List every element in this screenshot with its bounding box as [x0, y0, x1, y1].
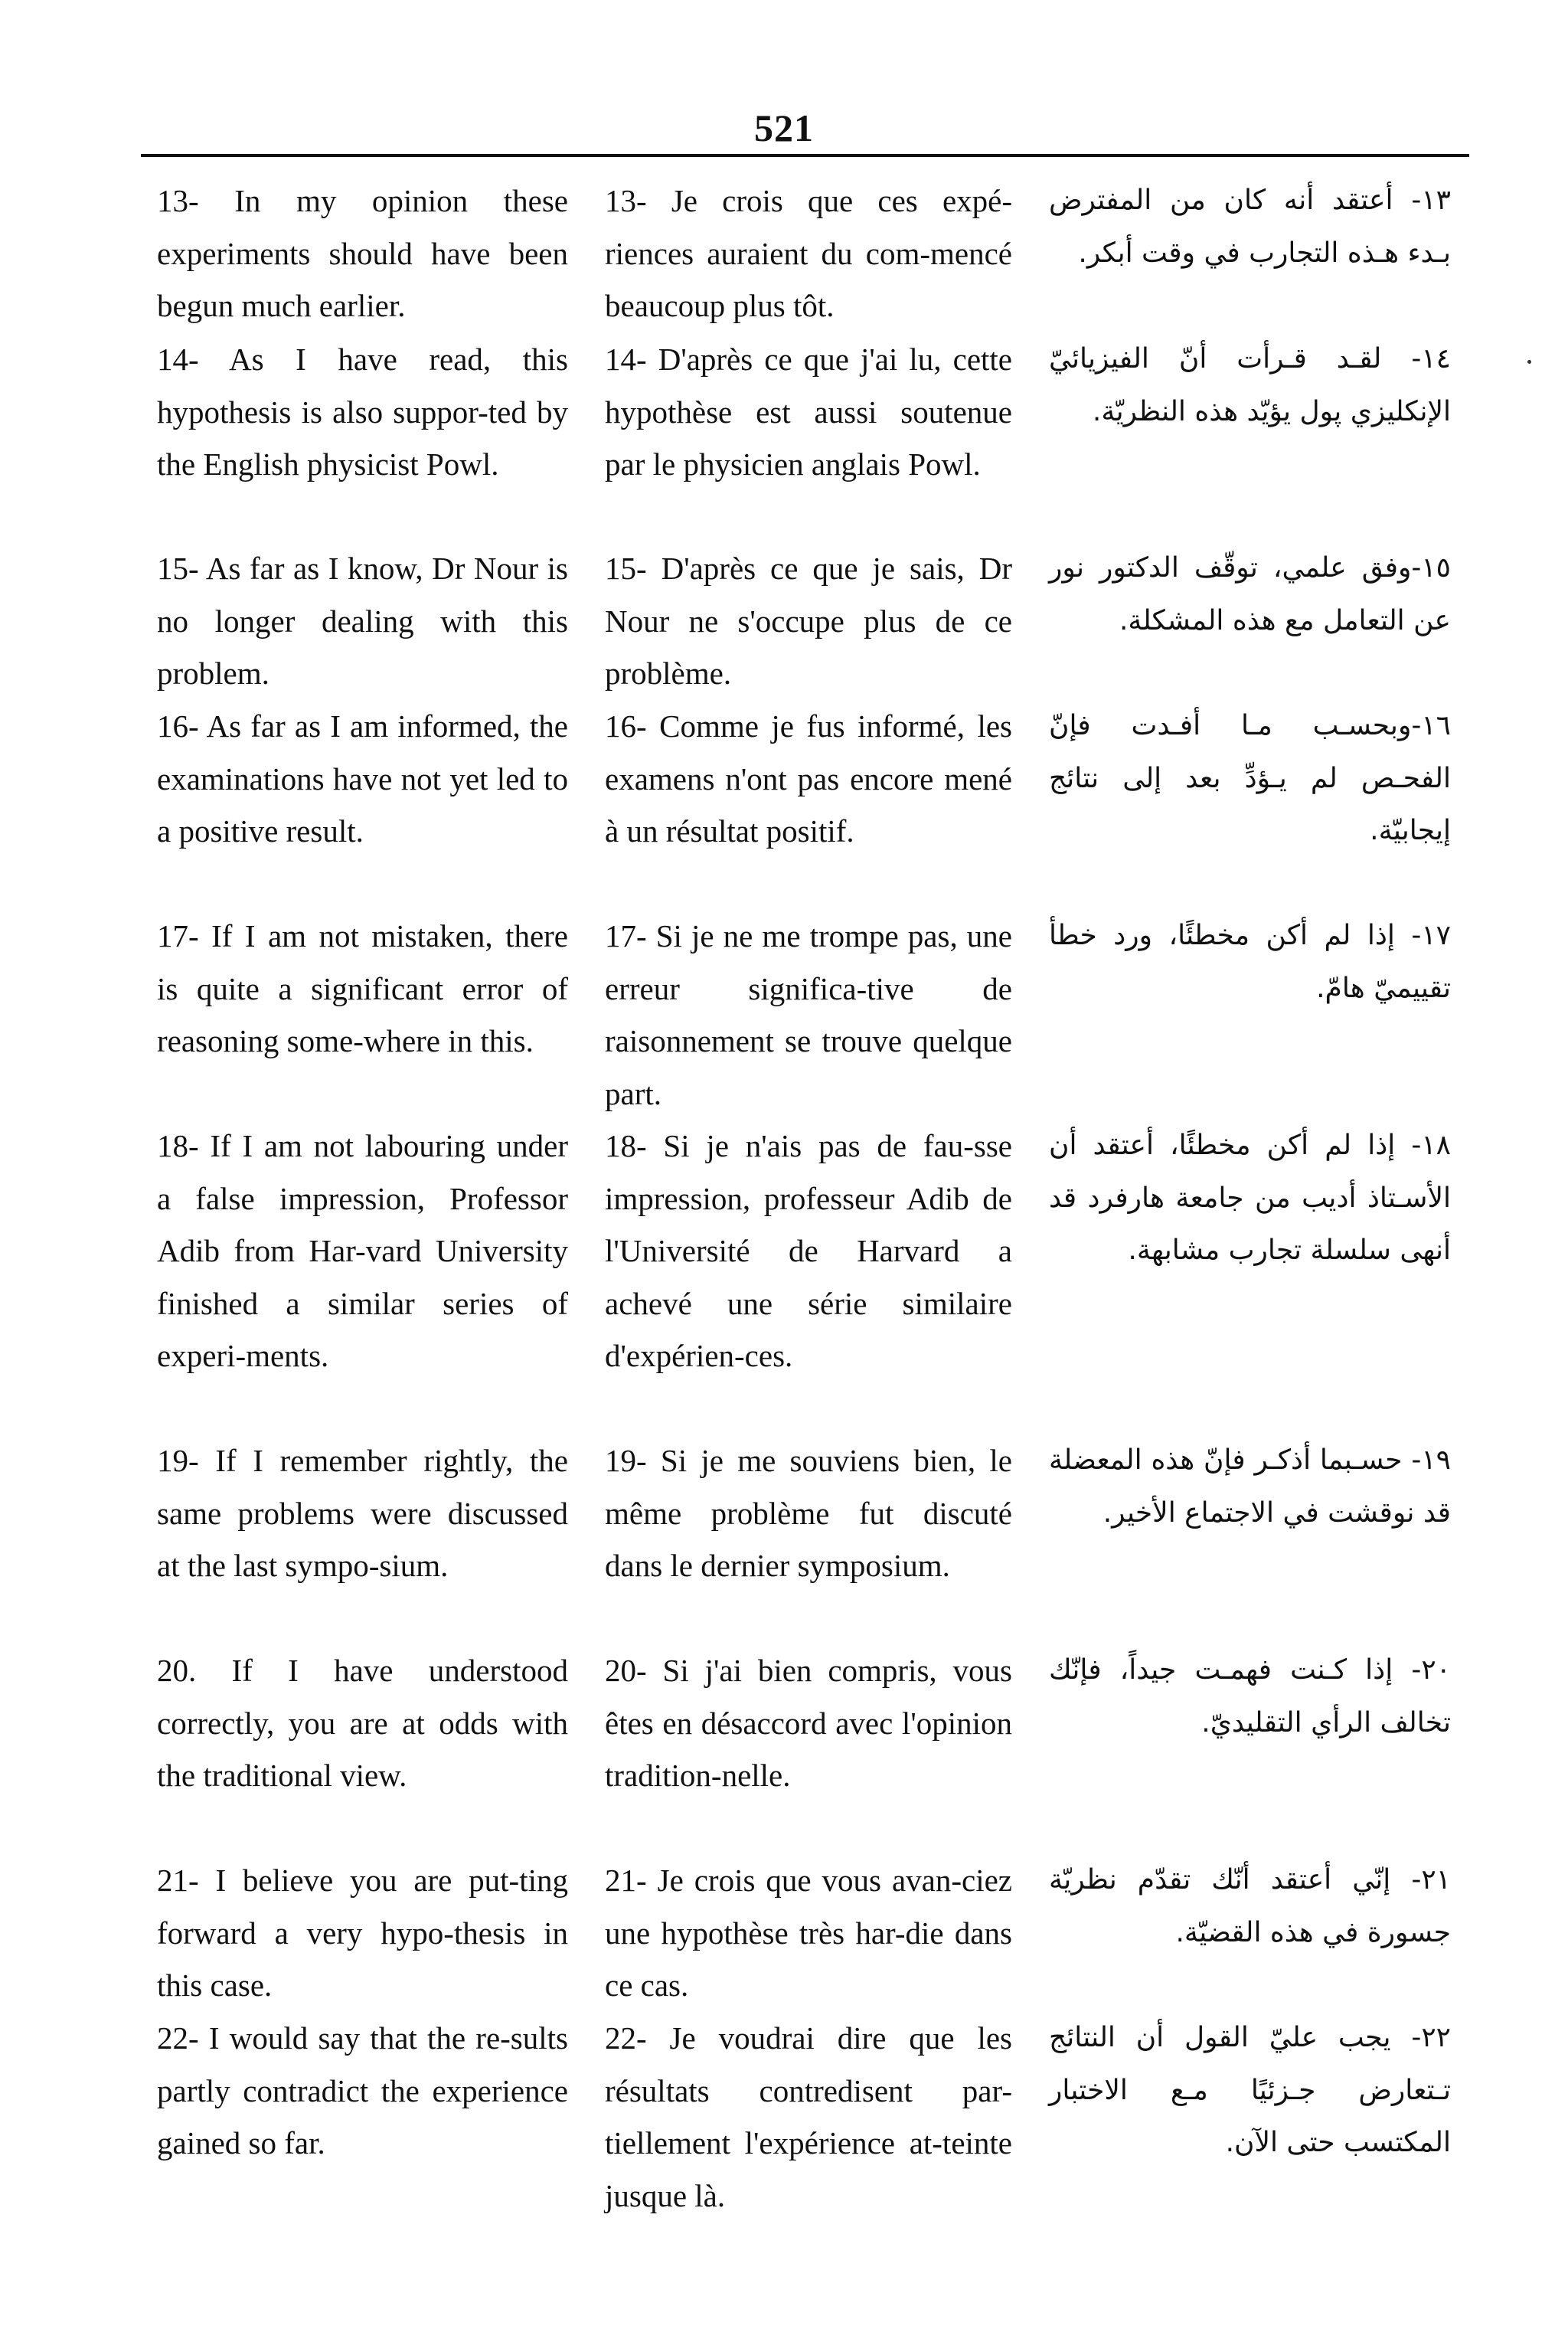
- page-number: 521: [754, 106, 814, 149]
- english-text: 20. If I have understood correctly, you are at odds with the traditional view.: [157, 1653, 568, 1793]
- english-text: 19- If I remember rightly, the same problems were discussed at the last sympo-sium.: [157, 1443, 568, 1583]
- english-text: 22- I would say that the re-sults partly contradict the experience gained so far.: [157, 2020, 568, 2160]
- arabic-text: ١٥-وفق علمي، توقّف الدكتور نور عن التعامل مع هذه المشكلة.: [1049, 552, 1451, 636]
- arabic-text: ١٤- لقـد قـرأت أنّ الفيزيائيّ الإنكليزي پول يؤيّد هذه النظريّة.: [1049, 343, 1451, 427]
- french-text: 18- Si je n'ais pas de fau-sse impression, professeur Adib de l'Université de Harvard a achevé une série similaire d'expérien-ces.: [605, 1128, 1012, 1373]
- arabic-text: ١٣- أعتقد أنه كان من المفترض بـدء هـذه التجارب في وقت أبكر.: [1049, 185, 1451, 269]
- french-text: 21- Je crois que vous avan-ciez une hypothèse très har-die dans ce cas.: [605, 1863, 1012, 2003]
- header-rule: [141, 154, 1469, 157]
- margin-mark: [1527, 360, 1531, 364]
- french-text: 16- Comme je fus informé, les examens n'ont pas encore mené à un résultat positif.: [605, 708, 1012, 849]
- arabic-text: ٢٠- إذا كـنت فهمـت جيداً، فإنّك تخالف الرأي التقليديّ.: [1049, 1654, 1451, 1739]
- english-text: 17- If I am not mistaken, there is quite a significant error of reasoning some-where in this.: [157, 918, 568, 1058]
- french-text: 19- Si je me souviens bien, le même problème fut discuté dans le dernier symposium.: [605, 1443, 1012, 1583]
- english-text: 16- As far as I am informed, the examinations have not yet led to a positive result.: [157, 708, 568, 849]
- english-text: 14- As I have read, this hypothesis is also suppor-ted by the English physicist Powl.: [157, 342, 568, 482]
- french-text: 13- Je crois que ces expé-riences auraient du com-mencé beaucoup plus tôt.: [605, 183, 1012, 323]
- arabic-text: ١٨- إذا لم أكن مخطئًا، أعتقد أن الأسـتاذ أديب من جامعة هارفرد قد أنهى سلسلة تجارب مشابهة.: [1049, 1130, 1451, 1266]
- french-text: 15- D'après ce que je sais, Dr Nour ne s'occupe plus de ce problème.: [605, 551, 1012, 691]
- arabic-text: ١٩- حسـبما أذكـر فإنّ هذه المعضلة قد نوقشت في الاجتماع الأخير.: [1049, 1444, 1451, 1529]
- arabic-text: ١٦-وبحسـب مـا أفـدت فإنّ الفحـص لم يـؤدِّ بعد إلى نتائج إيجابيّة.: [1049, 710, 1451, 846]
- english-text: 13- In my opinion these experiments should have been begun much earlier.: [157, 183, 568, 323]
- french-text: 20- Si j'ai bien compris, vous êtes en désaccord avec l'opinion tradition-nelle.: [605, 1653, 1012, 1793]
- english-text: 15- As far as I know, Dr Nour is no longer dealing with this problem.: [157, 551, 568, 691]
- french-text: 22- Je voudrai dire que les résultats contredisent par-tiellement l'expérience at-teinte jusque là.: [605, 2020, 1012, 2213]
- french-text: 14- D'après ce que j'ai lu, cette hypothèse est aussi soutenue par le physicien anglais Powl.: [605, 342, 1012, 482]
- arabic-text: ٢٢- يجب عليّ القول أن النتائج تـتعارض جـزئيًا مـع الاختبار المكتسب حتى الآن.: [1049, 2022, 1451, 2158]
- english-text: 21- I believe you are put-ting forward a very hypo-thesis in this case.: [157, 1863, 568, 2003]
- arabic-text: ١٧- إذا لم أكن مخطئًا، ورد خطأ تقييميّ هامّ.: [1049, 920, 1451, 1004]
- english-text: 18- If I am not labouring under a false impression, Professor Adib from Har-vard University finished a similar series of experi-ments.: [157, 1128, 568, 1373]
- french-text: 17- Si je ne me trompe pas, une erreur significa-tive de raisonnement se trouve quelque part.: [605, 918, 1012, 1111]
- arabic-text: ٢١- إنّي أعتقد أنّك تقدّم نظريّة جسورة في هذه القضيّة.: [1049, 1864, 1451, 1948]
